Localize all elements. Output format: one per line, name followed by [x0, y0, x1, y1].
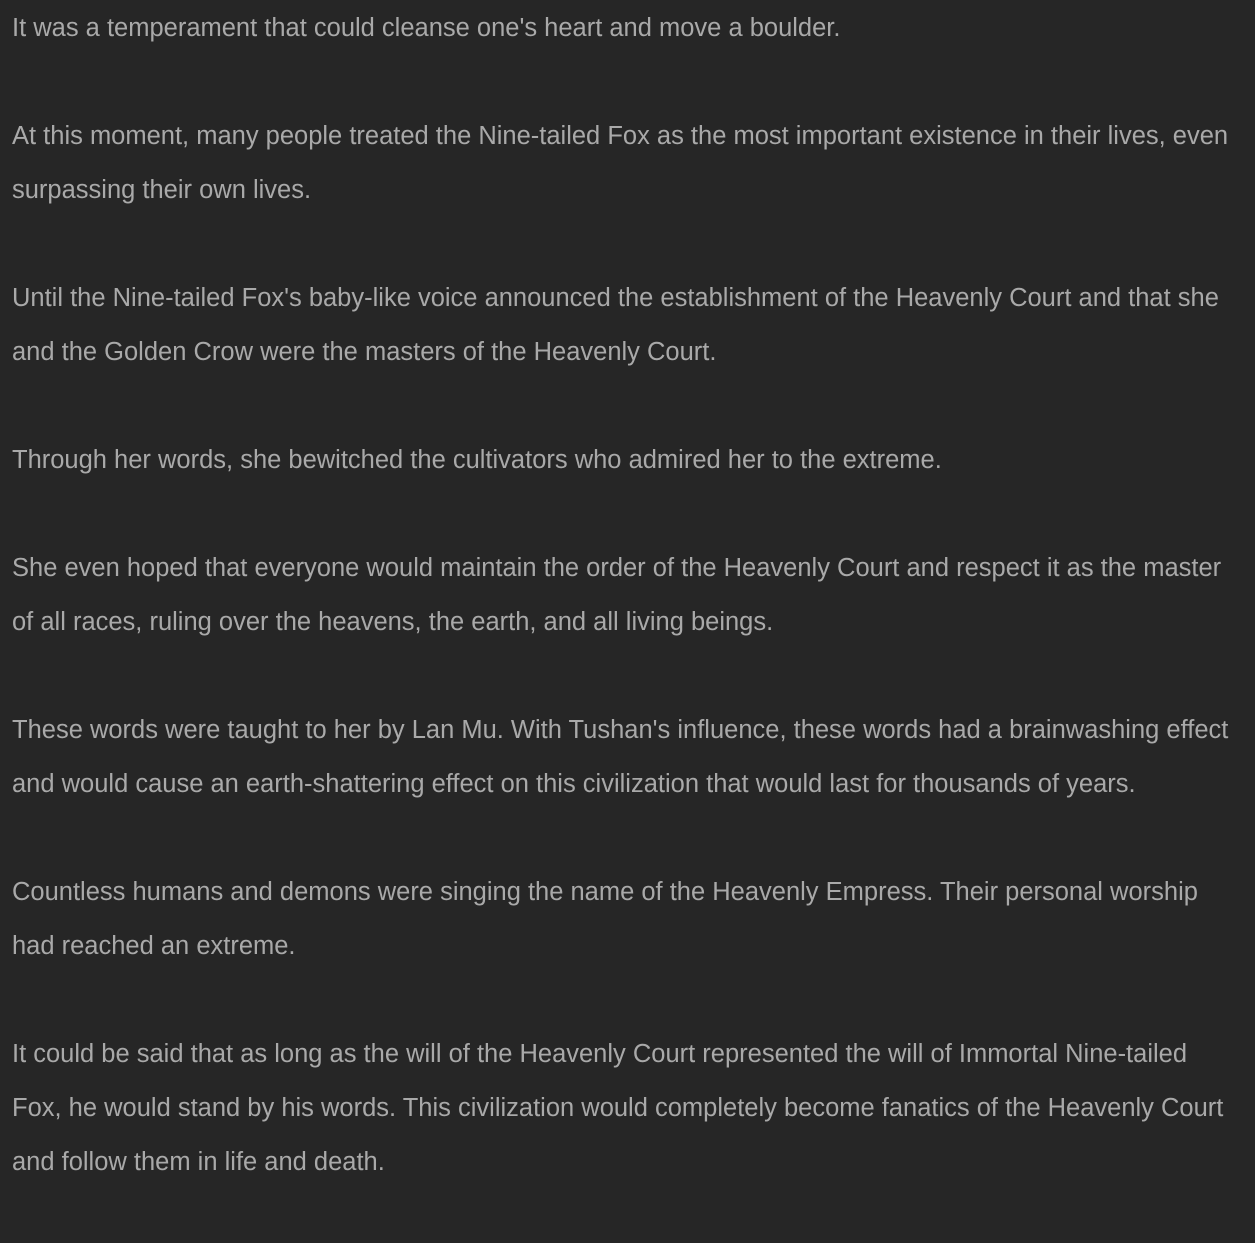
paragraph: Through her words, she bewitched the cultivators who admired her to the extreme. [12, 446, 942, 474]
paragraph: At this moment, many people treated the Nine-tailed Fox as the most important existence in their lives, even surpassing their own lives. [12, 122, 1229, 204]
paragraph-spacer [12, 379, 1243, 433]
paragraph: She even hoped that everyone would maintain the order of the Heavenly Court and respect it as the master of all races, ruling over the heavens, the earth, and all living beings. [12, 554, 1222, 636]
paragraph-spacer [12, 487, 1243, 541]
paragraph-spacer [12, 55, 1243, 109]
paragraph: These words were taught to her by Lan Mu. With Tushan's influence, these words had a brainwashing effect and would cause an earth-shattering effect on this civilization that would last for thousands of years. [12, 716, 1229, 798]
paragraph-spacer [12, 217, 1243, 271]
paragraph-spacer [12, 649, 1243, 703]
paragraph: It was a temperament that could cleanse one's heart and move a boulder. [12, 14, 841, 42]
paragraph: Until the Nine-tailed Fox's baby-like voice announced the establishment of the Heavenly Court and that she and the Golden Crow were the masters of the Heavenly Court. [12, 284, 1219, 366]
paragraph-spacer [12, 811, 1243, 865]
paragraph: It could be said that as long as the will of the Heavenly Court represented the will of Immortal Nine-tailed Fox, he would stand by his words. This civilization would completely become fanatics of the Heavenly Court and follow them in life and death. [12, 1040, 1224, 1176]
paragraph: Countless humans and demons were singing the name of the Heavenly Empress. Their personal worship had reached an extreme. [12, 878, 1198, 960]
paragraph-spacer [12, 973, 1243, 1027]
